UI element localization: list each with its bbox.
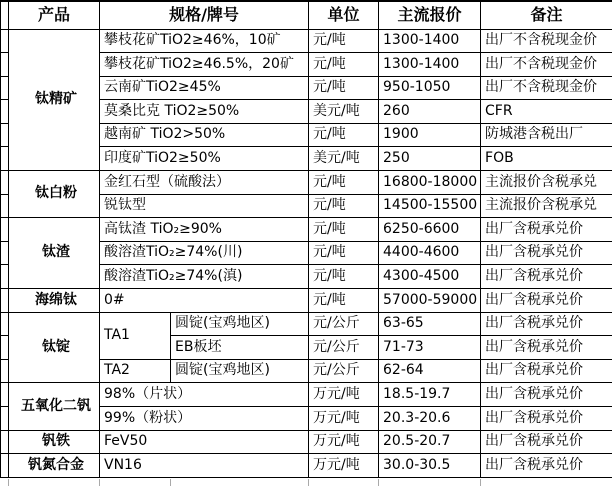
unit-cell: 元/吨 — [309, 53, 379, 77]
unit-cell: 元/吨 — [309, 194, 379, 218]
unit-cell: 元/吨 — [309, 29, 379, 53]
spec-cell: EB板坯 — [171, 336, 309, 360]
product-cell: 钛渣 — [9, 218, 100, 289]
price-cell: 250 — [379, 147, 481, 171]
spec-cell: 酸溶渣TiO₂≥74%(川) — [100, 241, 309, 265]
spec-cell: 印度矿TiO2≥50% — [100, 147, 309, 171]
price-cell: 1300-1400 — [379, 29, 481, 53]
note-cell: 主流报价含税承兑 — [481, 171, 612, 195]
grade-cell: TA1 — [100, 312, 171, 359]
price-cell: 4400-4600 — [379, 241, 481, 265]
column-border-stub — [170, 479, 171, 486]
header-note: 备注 — [481, 1, 612, 29]
left-strip-cell — [1, 336, 9, 360]
note-cell: FOB — [481, 147, 612, 171]
price-cell: 20.3-20.6 — [379, 407, 481, 431]
left-strip-cell — [1, 289, 9, 313]
unit-cell: 美元/吨 — [309, 147, 379, 171]
note-cell: 出厂含税承兑价 — [481, 430, 612, 454]
note-cell: 出厂含税承兑价 — [481, 218, 612, 242]
left-strip-cell — [1, 123, 9, 147]
price-cell: 14500-15500 — [379, 194, 481, 218]
note-cell: 出厂含税承兑价 — [481, 265, 612, 289]
unit-cell: 万元/吨 — [309, 454, 379, 478]
note-cell: 出厂含税承兑价 — [481, 336, 612, 360]
price-cell: 260 — [379, 100, 481, 124]
price-cell: 18.5-19.7 — [379, 383, 481, 407]
column-border-stub — [378, 479, 379, 486]
left-strip-cell — [1, 76, 9, 100]
price-cell: 1300-1400 — [379, 53, 481, 77]
left-strip-cell — [1, 430, 9, 454]
note-cell: 防城港含税出厂 — [481, 123, 612, 147]
column-border-stub — [480, 479, 481, 486]
left-strip-cell — [1, 171, 9, 195]
left-strip-header — [1, 1, 9, 29]
product-cell: 钛白粉 — [9, 171, 100, 218]
note-cell: 出厂含税承兑价 — [481, 454, 612, 478]
header-product: 产品 — [9, 1, 100, 29]
product-cell: 钒氮合金 — [9, 454, 100, 478]
unit-cell: 元/公斤 — [309, 359, 379, 383]
left-strip-cell — [1, 218, 9, 242]
spec-cell: 攀枝花矿TiO2≥46%，10矿 — [100, 29, 309, 53]
product-cell: 海绵钛 — [9, 289, 100, 313]
left-strip-cell — [1, 100, 9, 124]
spec-cell: 圆锭(宝鸡地区) — [171, 312, 309, 336]
unit-cell: 万元/吨 — [309, 407, 379, 431]
unit-cell: 元/吨 — [309, 218, 379, 242]
product-cell: 钛锭 — [9, 312, 100, 383]
note-cell: 出厂含税承兑价 — [481, 241, 612, 265]
price-cell: 16800-18000 — [379, 171, 481, 195]
table-row — [1, 218, 612, 242]
header-unit: 单位 — [309, 1, 379, 29]
table-row — [1, 171, 612, 195]
note-cell: 出厂含税承兑价 — [481, 383, 612, 407]
note-cell: 出厂含税承兑价 — [481, 312, 612, 336]
price-cell: 71-73 — [379, 336, 481, 360]
column-border-stub — [99, 479, 100, 486]
spec-cell: 0# — [100, 289, 309, 313]
price-cell: 63-65 — [379, 312, 481, 336]
note-cell: 出厂含税承兑价 — [481, 289, 612, 313]
spec-cell: 莫桑比克 TiO2≥50% — [100, 100, 309, 124]
grade-cell: TA2 — [100, 359, 171, 383]
unit-cell: 万元/吨 — [309, 430, 379, 454]
note-cell: 出厂不含税现金价 — [481, 53, 612, 77]
table-row — [1, 312, 612, 336]
price-cell: 1900 — [379, 123, 481, 147]
unit-cell: 元/吨 — [309, 289, 379, 313]
unit-cell: 元/公斤 — [309, 336, 379, 360]
spec-cell: FeV50 — [100, 430, 309, 454]
spec-cell: 锐钛型 — [100, 194, 309, 218]
left-strip-cell — [1, 241, 9, 265]
spec-cell: 98%（片状） — [100, 383, 309, 407]
unit-cell: 美元/吨 — [309, 100, 379, 124]
spec-cell: 攀枝花矿TiO2≥46.5%，20矿 — [100, 53, 309, 77]
left-strip-cell — [1, 359, 9, 383]
left-strip-cell — [1, 383, 9, 407]
note-cell: 出厂含税承兑价 — [481, 407, 612, 431]
table-row — [1, 383, 612, 407]
table-row — [1, 454, 612, 478]
spec-cell: VN16 — [100, 454, 309, 478]
spec-cell: 金红石型（硫酸法） — [100, 171, 309, 195]
left-strip-cell — [1, 29, 9, 53]
header-price: 主流报价 — [379, 1, 481, 29]
price-cell: 30.0-30.5 — [379, 454, 481, 478]
column-border-stub — [8, 479, 9, 486]
table-row — [1, 289, 612, 313]
unit-cell: 万元/吨 — [309, 383, 379, 407]
note-cell: 出厂不含税现金价 — [481, 76, 612, 100]
price-cell: 57000-59000 — [379, 289, 481, 313]
spec-cell: 高钛渣 TiO₂≥90% — [100, 218, 309, 242]
header-row — [1, 1, 612, 29]
note-cell: 出厂含税承兑价 — [481, 359, 612, 383]
spec-cell: 酸溶渣TiO₂≥74%(滇) — [100, 265, 309, 289]
note-cell: 主流报价含税承兑 — [481, 194, 612, 218]
product-cell: 五氧化二钒 — [9, 383, 100, 430]
spec-cell: 云南矿TiO2≥45% — [100, 76, 309, 100]
unit-cell: 元/吨 — [309, 241, 379, 265]
left-strip-cell — [1, 194, 9, 218]
price-cell: 950-1050 — [379, 76, 481, 100]
note-cell: CFR — [481, 100, 612, 124]
price-cell: 20.5-20.7 — [379, 430, 481, 454]
unit-cell: 元/公斤 — [309, 312, 379, 336]
unit-cell: 元/吨 — [309, 171, 379, 195]
spec-cell: 圆锭(宝鸡地区) — [171, 359, 309, 383]
left-strip-cell — [1, 407, 9, 431]
product-cell: 钛精矿 — [9, 29, 100, 171]
price-cell: 6250-6600 — [379, 218, 481, 242]
note-cell: 出厂不含税现金价 — [481, 29, 612, 53]
table-row — [1, 430, 612, 454]
spec-cell: 越南矿 TiO2>50% — [100, 123, 309, 147]
column-border-stub — [308, 479, 309, 486]
left-strip-cell — [1, 454, 9, 478]
unit-cell: 元/吨 — [309, 265, 379, 289]
left-strip-cell — [1, 53, 9, 77]
unit-cell: 元/吨 — [309, 76, 379, 100]
product-cell: 钒铁 — [9, 430, 100, 454]
left-strip-cell — [1, 147, 9, 171]
price-cell: 4300-4500 — [379, 265, 481, 289]
header-spec: 规格/牌号 — [100, 1, 309, 29]
unit-cell: 元/吨 — [309, 123, 379, 147]
left-strip-cell — [1, 312, 9, 336]
table-row — [1, 29, 612, 53]
price-cell: 62-64 — [379, 359, 481, 383]
left-strip-cell — [1, 265, 9, 289]
spec-cell: 99%（粉状） — [100, 407, 309, 431]
